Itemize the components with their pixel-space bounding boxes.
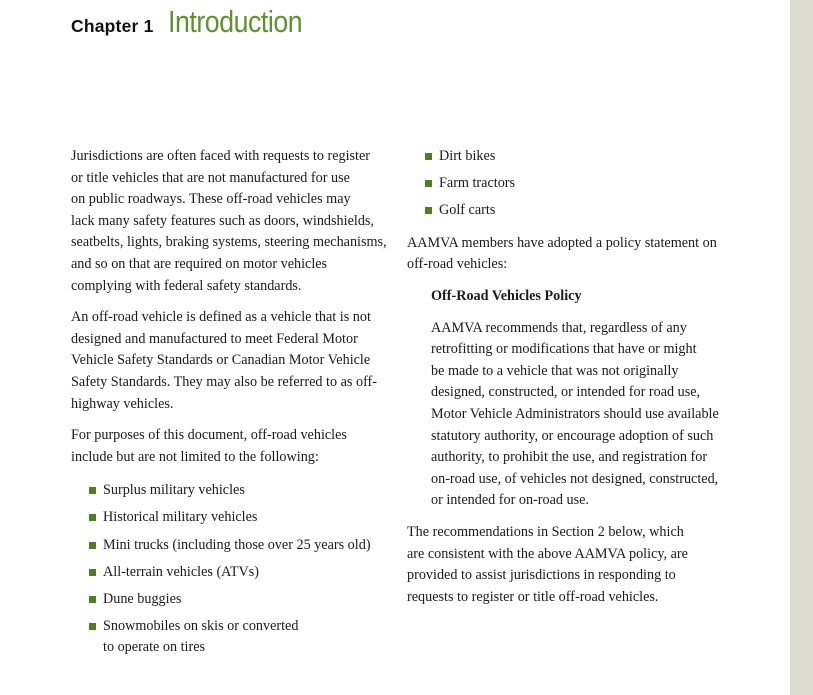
text-line: off-road vehicles: — [407, 256, 508, 273]
vehicle-type-list — [103, 480, 391, 659]
list-item-text: Mini trucks (including those over 25 years old) — [103, 536, 371, 553]
text-line: Motor Vehicle Administrators should use available — [431, 405, 719, 422]
text-line: An off-road vehicle is defined as a vehicle that is not — [71, 309, 371, 326]
list-item-text: Farm tractors — [439, 175, 516, 192]
list-item-text: Surplus military vehicles — [103, 482, 245, 499]
policy-body — [431, 318, 737, 512]
definition-paragraph — [71, 307, 391, 415]
right-column — [407, 146, 737, 618]
text-line: designed, constructed, or intended for road use, — [431, 384, 701, 401]
square-bullet-icon — [425, 153, 432, 160]
square-bullet-icon — [425, 180, 432, 187]
list-item — [439, 200, 737, 222]
text-line: The recommendations in Section 2 below, which — [407, 523, 684, 540]
square-bullet-icon — [89, 514, 96, 521]
text-line: Safety Standards. They may also be referred to as off- — [71, 373, 377, 390]
chapter-label: Chapter 1 — [71, 16, 154, 36]
text-line: include but are not limited to the following: — [71, 448, 319, 465]
text-line: or intended for on-road use. — [431, 492, 589, 509]
list-item — [439, 173, 737, 195]
list-item — [103, 535, 391, 557]
text-line: For purposes of this document, off-road vehicles — [71, 427, 347, 444]
list-item — [439, 146, 737, 168]
text-line: complying with federal safety standards. — [71, 277, 302, 294]
text-line: statutory authority, or encourage adoption of such — [431, 427, 714, 444]
text-line: or title vehicles that are not manufactured for use — [71, 169, 350, 186]
recommendations-paragraph — [407, 522, 737, 608]
square-bullet-icon — [89, 542, 96, 549]
list-item-text: Dirt bikes — [439, 148, 496, 164]
text-line: lack many safety features such as doors, windshields, — [71, 212, 374, 229]
text-line: be made to a vehicle that was not originally — [431, 362, 679, 379]
policy-title: Off-Road Vehicles Policy — [431, 287, 582, 304]
policy-intro-paragraph — [407, 233, 737, 276]
square-bullet-icon — [89, 569, 96, 576]
chapter-heading — [71, 4, 324, 40]
list-item-text: Dune buggies — [103, 590, 182, 607]
text-line: AAMVA recommends that, regardless of any — [431, 319, 687, 336]
square-bullet-icon — [89, 623, 96, 630]
square-bullet-icon — [89, 487, 96, 494]
text-line: AAMVA members have adopted a policy statement on — [407, 234, 717, 251]
list-item-text: Snowmobiles on skis or converted — [103, 617, 299, 634]
text-line: highway vehicles. — [71, 395, 174, 412]
text-line: seatbelts, lights, braking systems, steering mechanisms, — [71, 234, 387, 251]
square-bullet-icon — [425, 207, 432, 214]
text-line: on public roadways. These off-road vehicles may — [71, 191, 351, 208]
text-line: designed and manufactured to meet Federal Motor — [71, 330, 358, 347]
list-item-text: Historical military vehicles — [103, 509, 258, 526]
text-line: provided to assist jurisdictions in responding to — [407, 567, 676, 584]
list-item — [103, 589, 391, 611]
text-line: requests to register or title off-road vehicles. — [407, 588, 659, 605]
chapter-title: Introduction — [167, 4, 302, 39]
square-bullet-icon — [89, 596, 96, 603]
text-line: Jurisdictions are often faced with requests to register — [71, 148, 371, 164]
policy-block — [431, 286, 737, 512]
text-line: and so on that are required on motor vehicles — [71, 255, 328, 272]
list-item-text: to operate on tires — [103, 639, 206, 656]
list-item — [103, 507, 391, 529]
text-line: on-road use, of vehicles not designed, constructed, — [431, 470, 719, 487]
text-line: are consistent with the above AAMVA policy, are — [407, 545, 688, 562]
text-line: Vehicle Safety Standards or Canadian Motor Vehicle — [71, 352, 371, 369]
text-line: retrofitting or modifications that have or might — [431, 341, 697, 358]
intro-paragraph — [71, 146, 391, 297]
list-item — [103, 616, 391, 659]
list-item — [103, 562, 391, 584]
list-item-text: Golf carts — [439, 202, 496, 219]
text-line: authority, to prohibit the use, and registration for — [431, 449, 708, 466]
page-edge-strip — [790, 0, 813, 695]
left-column — [71, 146, 391, 664]
vehicle-type-list-continued — [439, 146, 737, 222]
purpose-paragraph — [71, 425, 391, 468]
list-item-text: All-terrain vehicles (ATVs) — [103, 563, 260, 580]
list-item — [103, 480, 391, 502]
